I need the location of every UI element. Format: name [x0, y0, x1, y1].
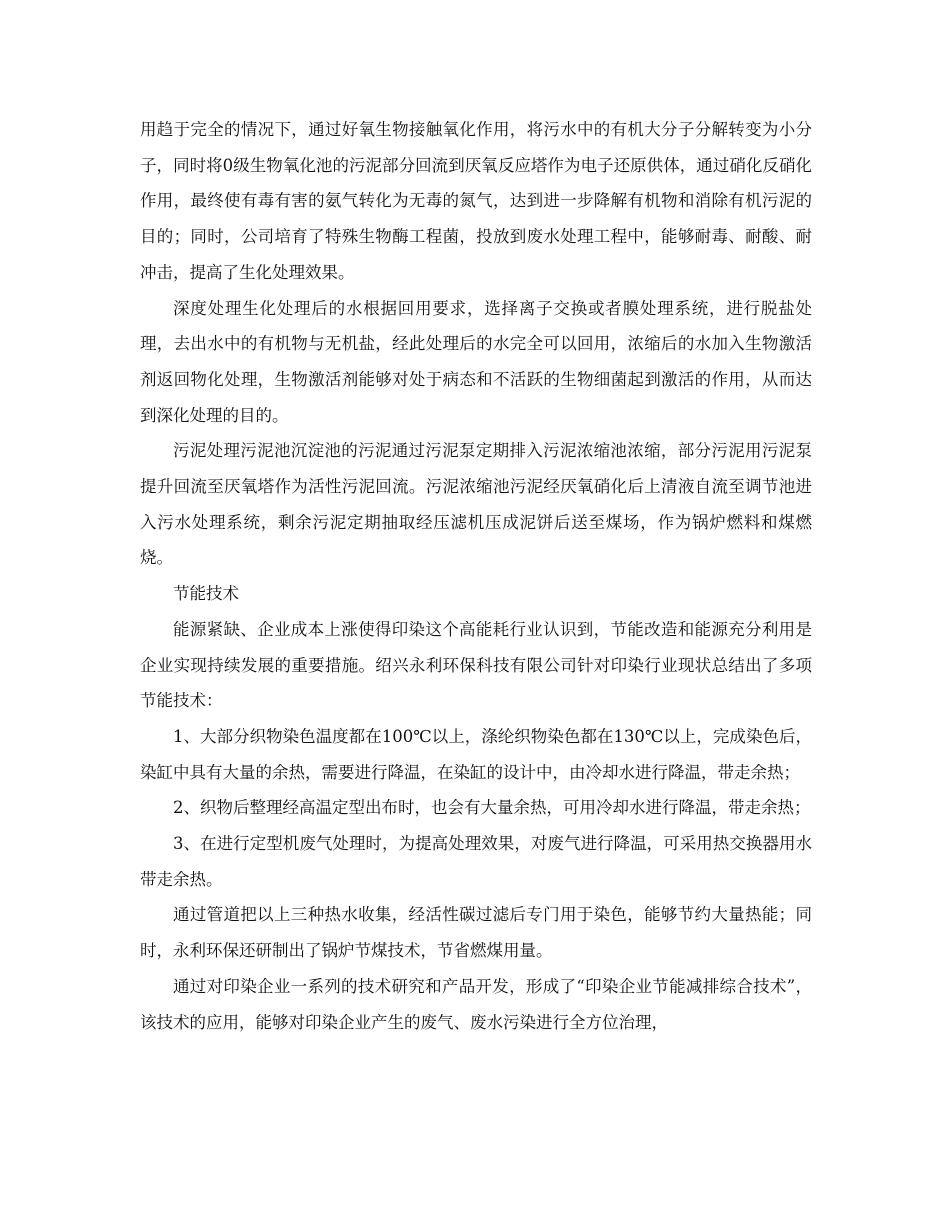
paragraph-energy-intro: 能源紧缺、企业成本上涨使得印染这个高能耗行业认识到，节能改造和能源充分利用是企业实现持续发展的重要措施。绍兴永利环保科技有限公司针对印染行业现状总结出了多项节能技术： — [140, 619, 812, 711]
paragraph-continuation: 用趋于完全的情况下，通过好氧生物接触氧化作用，将污水中的有机大分子分解转变为小分子，同时将0级生物氧化池的污泥部分回流到厌氧反应塔作为电子还原供体，通过硝化反硝化作用，最终使有毒有害的氨气转化为无毒的氮气，达到进一步降解有机物和消除有机污泥的目的；同时，公司培育了特殊生物酶工程菌，投放到废水处理工程中，能够耐毒、耐酸、耐冲击，提高了生化处理效果。 — [140, 120, 812, 282]
paragraph-heat-recovery: 通过管道把以上三种热水收集，经活性碳过滤后专门用于染色，能够节约大量热能；同时，永利环保还研制出了锅炉节煤技术，节省燃煤用量。 — [140, 905, 812, 961]
list-item-3: 3、在进行定型机废气处理时，为提高处理效果，对废气进行降温，可采用热交换器用水带走余热。 — [140, 834, 812, 889]
list-item-2: 2、织物后整理经高温定型出布时，也会有大量余热，可用冷却水进行降温，带走余热； — [173, 798, 811, 818]
paragraph-summary: 通过对印染企业一系列的技术研究和产品开发，形成了“印染企业节能减排综合技术”，该技术的应用，能够对印染企业产生的废气、废水污染进行全方位治理， — [140, 976, 812, 1032]
list-item-1: 1、大部分织物染色温度都在100℃以上，涤纶织物染色都在130℃以上，完成染色后，染缸中具有大量的余热，需要进行降温，在染缸的设计中，由冷却水进行降温，带走余热； — [140, 726, 812, 782]
section-heading-energy-saving: 节能技术 — [173, 584, 239, 604]
document-body — [140, 112, 812, 1040]
paragraph-sludge-treatment: 污泥处理污泥池沉淀池的污泥通过污泥泵定期排入污泥浓缩池浓缩，部分污泥用污泥泵提升回流至厌氧塔作为活性污泥回流。污泥浓缩池污泥经厌氧硝化后上清液自流至调节池进入污水处理系统，剩余污泥定期抽取经压滤机压成泥饼后送至煤场，作为锅炉燃料和煤燃烧。 — [140, 441, 812, 568]
paragraph-advanced-treatment: 深度处理生化处理后的水根据回用要求，选择离子交换或者膜处理系统，进行脱盐处理，去出水中的有机物与无机盐，经此处理后的水完全可以回用，浓缩后的水加入生物激活剂返回物化处理，生物激活剂能够对处于病态和不活跃的生物细菌起到激活的作用，从而达到深化处理的目的。 — [140, 298, 812, 425]
